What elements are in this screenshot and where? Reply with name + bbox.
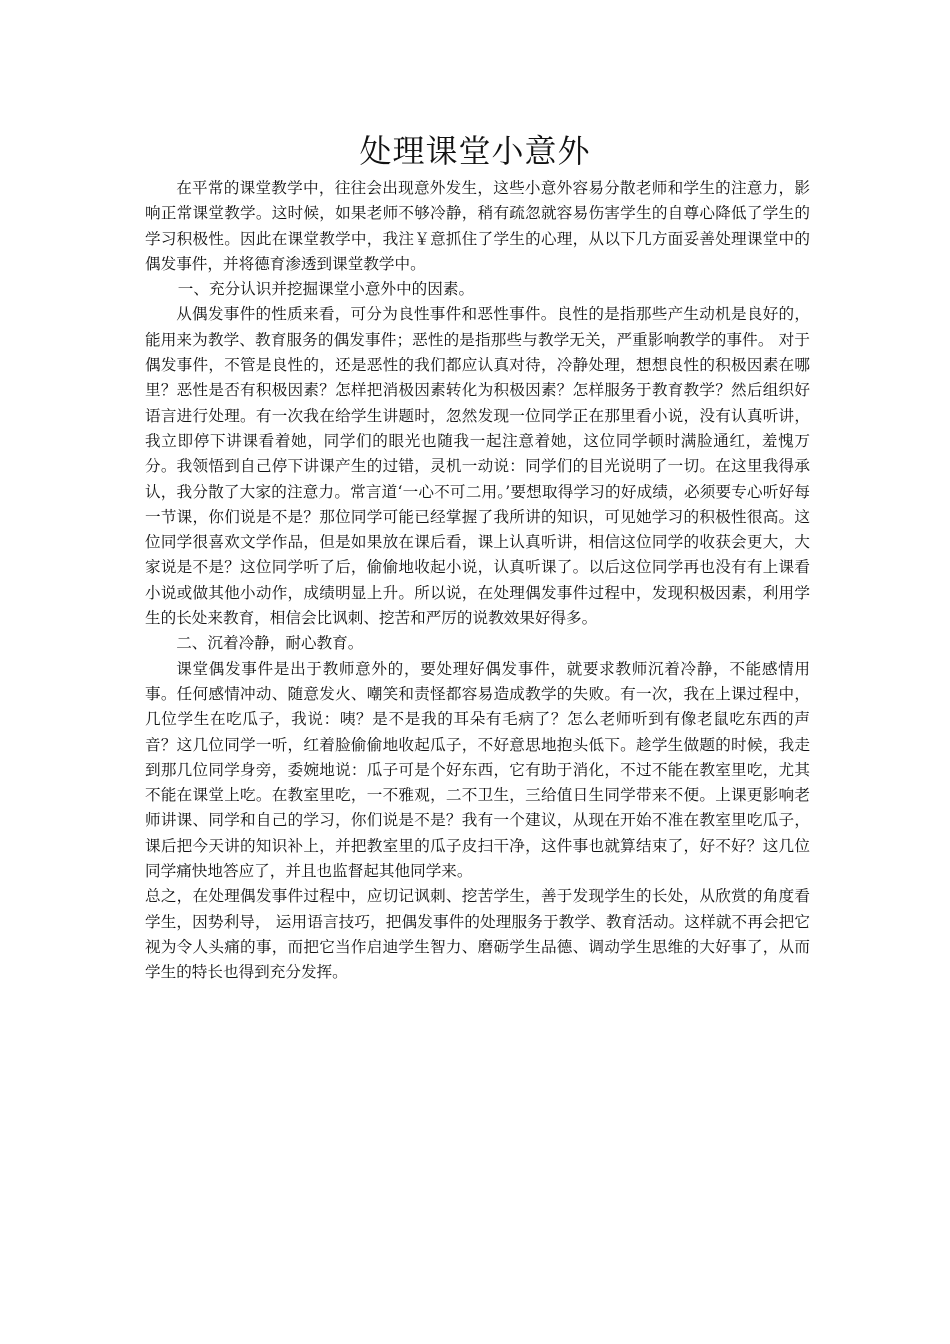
paragraph-section-2: 课堂偶发事件是出于教师意外的，要处理好偶发事件，就要求教师沉着冷静，不能感情用事。任何感情冲动、随意发火、嘲笑和责怪都容易造成教学的失败。有一次，我在上课过程中，几位学生在吃瓜子，我说：咦？是不是我的耳朵有毛病了？怎么老师听到有像老鼠吃东西的声音？这几位同学一听，红着脸偷偷地收起瓜子，不好意思地抱头低下。趁学生做题的时候，我走到那几位同学身旁，委婉地说：瓜子可是个好东西，它有助于消化，不过不能在教室里吃，尤其不能在课堂上吃。在教室里吃，一不雅观，二不卫生，三给值日生同学带来不便。上课更影响老师讲课、同学和自己的学习，你们说是不是？我有一个建议，从现在开始不准在教室里吃瓜子，课后把今天讲的知识补上，并把教室里的瓜子皮扫干净，这件事也就算结束了，好不好？这几位同学痛快地答应了，并且也监督起其他同学来。 bbox=[145, 659, 810, 881]
paragraph-conclusion: 总之，在处理偶发事件过程中，应切记讽刺、挖苦学生，善于发现学生的长处，从欣赏的角度看学生，因势利导， 运用语言技巧，把偶发事件的处理服务于教学、教育活动。这样就不再会把它视为令人头痛的事，而把它当作启迪学生智力、磨砺学生品德、调动学生思维的大好事了，从而学生的特长也得到充分发挥。 bbox=[145, 887, 810, 982]
section-heading-1: 一、充分认识并挖掘课堂小意外中的因素。 bbox=[177, 280, 475, 299]
section-heading-2: 二、沉着冷静，耐心教育。 bbox=[176, 634, 364, 653]
document-body bbox=[145, 176, 810, 986]
paragraph-section-1: 从偶发事件的性质来看，可分为良性事件和恶性事件。良性的是指那些产生动机是良好的，能用来为教学、教育服务的偶发事件；恶性的是指那些与教学无关，严重影响教学的事件。 对于偶发事件，不管是良性的，还是恶性的我们都应认真对待，冷静处理，想想良性的积极因素在哪里？恶性是否有积极因素？怎样把消极因素转化为积极因素？怎样服务于教育教学？然后组织好语言进行处理。有一次我在给学生讲题时，忽然发现一位同学正在那里看小说，没有认真听讲，我立即停下讲课看着她，同学们的眼光也随我一起注意着她，这位同学顿时满脸通红，羞愧万分。我领悟到自己停下讲课产生的过错，灵机一动说：同学们的目光说明了一切。在这里我得承认，我分散了大家的注意力。常言道‘一心不可二用。’要想取得学习的好成绩，必须要专心听好每一节课，你们说是不是？那位同学可能已经掌握了我所讲的知识，可见她学习的积极性很高。这位同学很喜欢文学作品，但是如果放在课后看，课上认真听讲，相信这位同学的收获会更大，大家说是不是？这位同学听了后，偷偷地收起小说，认真听课了。以后这位同学再也没有有上课看小说或做其他小动作，成绩明显上升。所以说，在处理偶发事件过程中，发现积极因素，利用学生的长处来教育，相信会比讽刺、挖苦和严厉的说教效果好得多。 bbox=[145, 305, 810, 628]
paragraph-intro: 在平常的课堂教学中，往往会出现意外发生，这些小意外容易分散老师和学生的注意力，影响正常课堂教学。这时候，如果老师不够冷静，稍有疏忽就容易伤害学生的自尊心降低了学生的学习积极性。因此在课堂教学中，我注￥意抓住了学生的心理，从以下几方面妥善处理课堂中的偶发事件，并将德育渗透到课堂教学中。 bbox=[145, 179, 810, 273]
document-title: 处理课堂小意外 bbox=[359, 132, 591, 170]
